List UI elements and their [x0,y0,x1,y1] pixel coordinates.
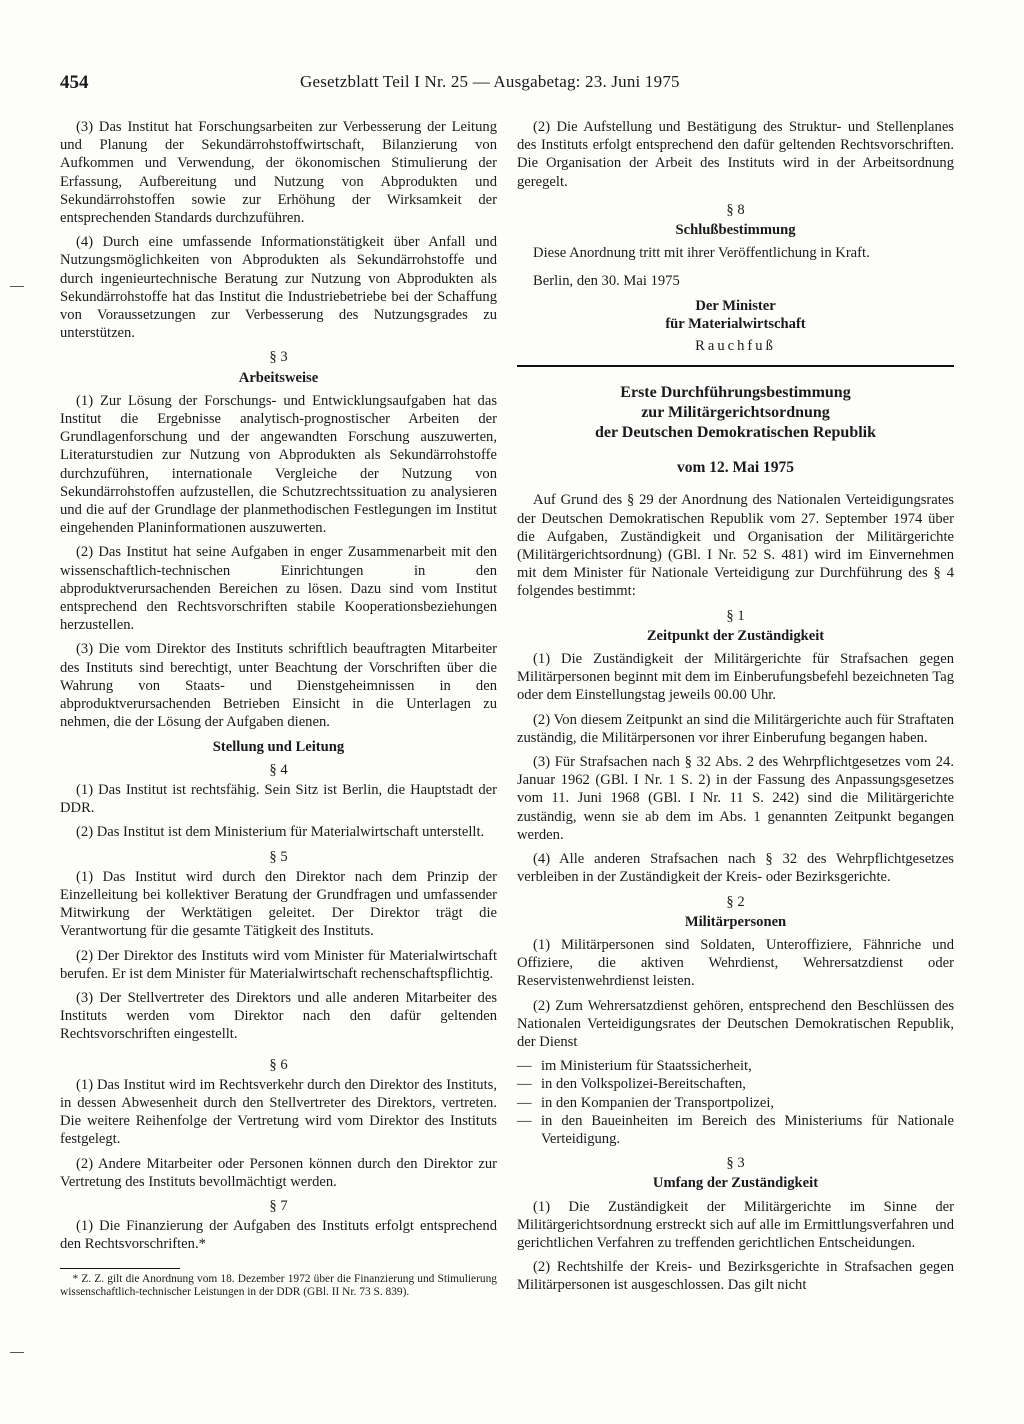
paragraph: (1) Militärpersonen sind Soldaten, Unteroffiziere, Fähnriche und Offiziere, die aktiven Wehrdienst, Wehrersatzdienst oder Reservistenwehrdienst leisten. [517,936,954,990]
list-item: — in den Kompanien der Transportpolizei, [517,1094,954,1112]
document-date: vom 12. Mai 1975 [676,459,795,477]
signer-name: Rauchfuß [695,338,776,355]
paragraph: (3) Die vom Direktor des Instituts schriftlich beauftragten Mitarbeiter des Instituts sind berechtigt, unter Beachtung der Vorschriften über die Wahrung von Staats- und Dienstgeheimnissen in den abproduktverursachenden Betrieben Einsicht in die Unterlagen zu nehmen, die der Lösung der Aufgaben dienen. [60,641,497,731]
margin-mark [10,286,24,287]
section-title: Zeitpunkt der Zuständigkeit [646,627,825,644]
section-title: Arbeitsweise [238,369,319,386]
left-column [60,118,497,1305]
right-column [517,118,954,1301]
section-number: § 5 [269,848,288,865]
section-number: § 4 [269,761,288,778]
list-item: — in den Baueinheiten im Bereich des Ministeriums für Nationale Verteidigung. [517,1112,954,1148]
list-item: — in den Volkspolizei-Bereitschaften, [517,1075,954,1093]
section-title: Schlußbestimmung [675,222,796,239]
paragraph: (2) Andere Mitarbeiter oder Personen können durch den Direktor zur Vertretung des Instituts bevollmächtigt werden. [60,1155,497,1190]
list-item: — im Ministerium für Staatssicherheit, [517,1057,954,1075]
paragraph: (1) Zur Lösung der Forschungs- und Entwicklungsaufgaben hat das Institut die Ergebnisse analytisch-prognostischer Arbeiten der Grundlagenforschung und der angewandten Forschung auszuwerten, Literaturstudien zur Nutzung von Abprodukten als Sekundärrohstoffe durchzuführen, internationale Vergleiche der Nutzung von Sekundärrohstoffen aufzustellen, die Schutzrechtssituation zu analysieren und die auf der Grundlage der planmethodischen Festlegungen im Institut eingehenden Planinformationen auszuwerten. [60,392,497,537]
separator-rule [517,365,954,367]
section-number: § 8 [726,201,745,218]
section-number: § 3 [726,1155,745,1172]
place-date: Berlin, den 30. Mai 1975 [533,273,680,290]
paragraph: (1) Die Zuständigkeit der Militärgerichte im Sinne der Militärgerichtsordnung erstreckt sich auf alle im Ermittlungsverfahren und gerichtlichen Verfahren zu treffenden gerichtlichen Entscheidungen. [517,1198,954,1251]
dash-list [517,1057,954,1148]
paragraph: (3) Das Institut hat Forschungsarbeiten zur Verbesserung der Leitung und Planung der Sekundärrohstoffwirtschaft, Bilanzierung von Aufkommen und Verwendung, der ökonomischen Stimulierung der Erfassung, Aufbereitung und Nutzung von Abprodukten und Sekundärrohstoffen sowie zur Erhöhung der Wirksamkeit der entsprechenden Standards durchzuführen. [60,119,497,227]
paragraph: (2) Rechtshilfe der Kreis- und Bezirksgerichte in Strafsachen gegen Militärpersonen ist ausgeschlossen. Das gilt nicht [517,1259,954,1294]
document-title: der Deutschen Demokratischen Republik [594,424,877,442]
paragraph: (1) Das Institut ist rechtsfähig. Sein Sitz ist Berlin, die Hauptstadt der DDR. [60,781,497,817]
paragraph: (3) Für Strafsachen nach § 32 Abs. 2 des Wehrpflichtgesetzes vom 24. Januar 1962 (GBl. I Nr. 1 S. 2) in der Fassung des Anpassungsgesetzes vom 11. Juni 1968 (GBl. I Nr. 11 S. 242) sind die Militärgerichte zuständig, wenn sie ab dem im Abs. 1 genannten Zeitpunkt begangen werden. [517,754,954,843]
section-title: Militärpersonen [684,913,787,930]
footnote: * Z. Z. gilt die Anordnung vom 18. Dezember 1972 über die Finanzierung und Stimulierung wissenschaftlich-technischer Leistungen in der DDR (GBl. II Nr. 73 S. 839). [60,1272,497,1298]
section-title: Umfang der Zuständigkeit [652,1175,819,1192]
footnote-rule [60,1268,180,1269]
paragraph: (2) Das Institut hat seine Aufgaben in enger Zusammenarbeit mit den wissenschaftlich-technischen Einrichtungen in den abproduktverursachenden Bereichen zu lösen. Dazu sind vom Institut entsprechend den Rechtsvorschriften stabile Kooperationsbeziehungen herzustellen. [60,544,497,634]
signer-title: Der Minister [695,297,776,314]
page-header [60,72,960,98]
paragraph: (2) Die Aufstellung und Bestätigung des Struktur- und Stellenplanes des Instituts erfolgt entsprechend den dafür geltenden Rechtsvorschriften. Die Organisation der Arbeit des Instituts wird in der Arbeitsordnung geregelt. [517,119,954,190]
page-number: 454 [60,72,89,93]
section-number: § 2 [726,893,745,910]
paragraph: (1) Die Finanzierung der Aufgaben des Instituts erfolgt entsprechend den Rechtsvorschriften.* [60,1218,497,1253]
signer-title: für Materialwirtschaft [665,315,806,332]
paragraph: Diese Anordnung tritt mit ihrer Veröffentlichung in Kraft. [533,245,870,262]
paragraph: (1) Das Institut wird im Rechtsverkehr durch den Direktor des Instituts, in dessen Abwesenheit durch den Stellvertreter des Direktors, vertreten. Die weitere Reihenfolge der Vertretung wird vom Direktor des Instituts festgelegt. [60,1076,497,1148]
paragraph: (4) Durch eine umfassende Informationstätigkeit über Anfall und Nutzungsmöglichkeiten von Abprodukten als Sekundärrohstoffe und durch ingenieurtechnische Beratung zur Nutzung von Abprodukten als Sekundärrohstoffe hat das Institut die Industriebetriebe bei der Schaffung von Voraussetzungen zur Verbesserung des Nutzungsgrades zu unterstützen. [60,234,497,342]
margin-mark [10,1352,24,1353]
preamble: Auf Grund des § 29 der Anordnung des Nationalen Verteidigungsrates der Deutschen Demokratischen Republik vom 27. September 1974 über die Aufgaben, Zuständigkeit und Organisation der Militärgerichte (Militärgerichtsordnung) (GBl. I Nr. 52 S. 481) wird im Einvernehmen mit dem Minister für Nationale Verteidigung zur Durchführung des § 4 folgendes bestimmt: [517,492,954,600]
paragraph: (3) Der Stellvertreter des Direktors und alle anderen Mitarbeiter des Instituts werden vom Direktor nach den dafür geltenden Rechtsvorschriften eingestellt. [60,989,497,1043]
running-title: Gesetzblatt Teil I Nr. 25 — Ausgabetag: 23. Juni 1975 [300,72,680,91]
section-number: § 3 [269,349,288,366]
paragraph: (2) Von diesem Zeitpunkt an sind die Militärgerichte auch für Straftaten zuständig, die Militärpersonen vor ihrer Einberufung begangen haben. [517,711,954,746]
paragraph: (1) Die Zuständigkeit der Militärgerichte für Strafsachen gegen Militärpersonen beginnt mit dem im Einberufungsbefehl bezeichneten Tag oder dem Einstellungstag jeweils 00.00 Uhr. [517,651,954,704]
section-title: Stellung und Leitung [212,738,345,755]
document-title: zur Militärgerichtsordnung [641,404,830,422]
document-title: Erste Durchführungsbestimmung [620,384,851,402]
paragraph: (2) Der Direktor des Instituts wird vom Minister für Materialwirtschaft berufen. Er ist dem Minister für Materialwirtschaft rechenschaftspflichtig. [60,947,497,982]
section-number: § 1 [726,607,745,624]
section-number: § 6 [269,1056,288,1073]
paragraph: (1) Das Institut wird durch den Direktor nach dem Prinzip der Einzelleitung bei kollektiver Beratung der Grundfragen und umfassender Mitwirkung der Werktätigen geleitet. Der Direktor trägt die Verantwortung für die gesamte Tätigkeit des Instituts. [60,868,497,940]
paragraph: (2) Das Institut ist dem Ministerium für Materialwirtschaft unterstellt. [76,824,485,841]
paragraph: (4) Alle anderen Strafsachen nach § 32 des Wehrpflichtgesetzes verbleiben in der Zuständigkeit der Kreis- oder Bezirksgerichte. [517,851,954,886]
paragraph: (2) Zum Wehrersatzdienst gehören, entsprechend den Beschlüssen des Nationalen Verteidigungsrates der Deutschen Demokratischen Republik, der Dienst [517,997,954,1050]
section-number: § 7 [269,1197,288,1214]
